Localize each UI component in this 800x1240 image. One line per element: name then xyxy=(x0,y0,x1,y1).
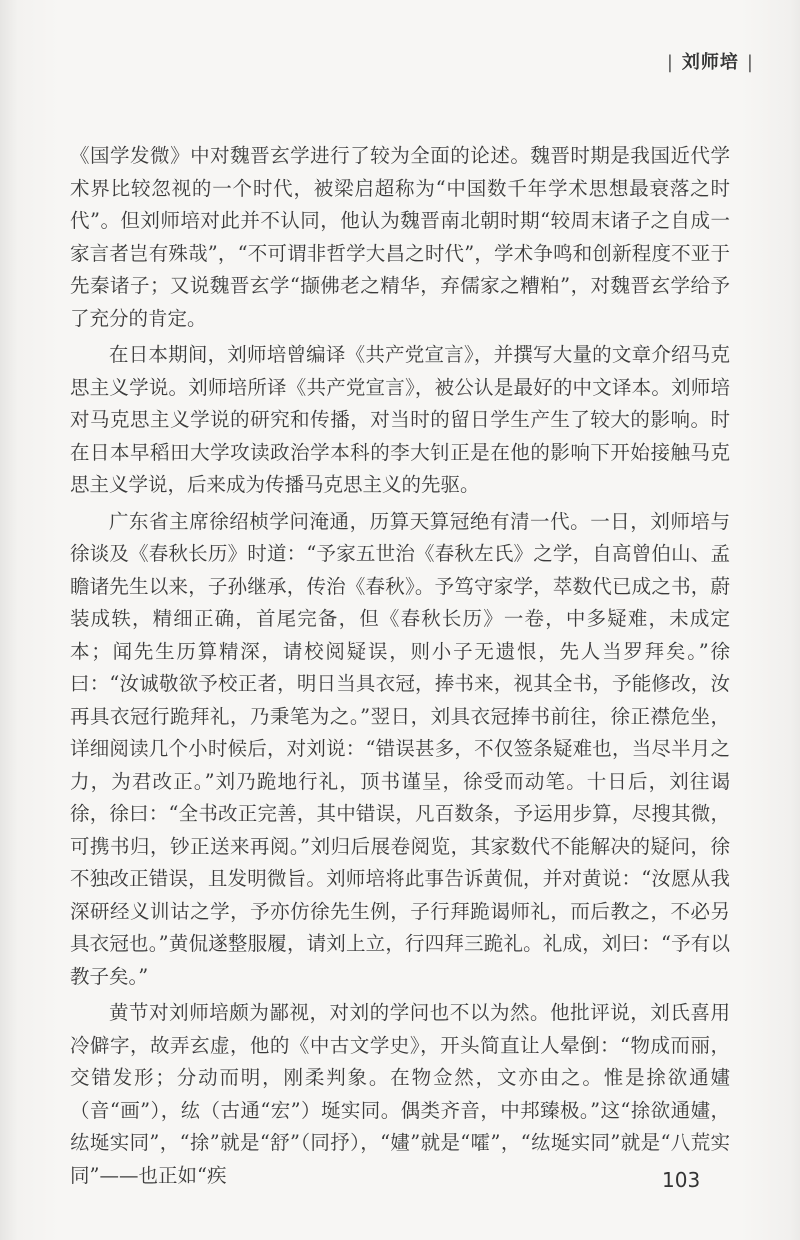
paragraph-3: 广东省主席徐绍桢学问淹通，历算天算冠绝有清一代。一日，刘师培与徐谈及《春秋长历》时道：“予家五世治《春秋左氏》之学，自高曾伯山、孟瞻诸先生以来，子孙继承，传治《春秋》。予笃守家学，萃数代已成之书，蔚装成轶，精细正确，首尾完备，但《春秋长历》一卷，中多疑难，未成定本；闻先生历算精深，请校阅疑误，则小子无遗恨，先人当罗拜矣。”徐曰：“汝诚敬欲予校正者，明日当具衣冠，捧书来，视其全书，予能修改，汝再具衣冠行跪拜礼，乃秉笔为之。”翌日，刘具衣冠捧书前往，徐正襟危坐，详细阅读几个小时候后，对刘说：“错误甚多，不仅签条疑难也，当尽半月之力，为君改正。”刘乃跪地行礼，顶书谨呈，徐受而动笔。十日后，刘往谒徐，徐曰：“全书改正完善，其中错误，凡百数条，予运用步算，尽搜其微，可携书归，钞正送来再阅。”刘归后展卷阅览，其家数代不能解决的疑问，徐不独改正错误，且发明微旨。刘师培将此事告诉黄侃，并对黄说：“汝愿从我深研经义训诂之学，予亦仿徐先生例，子行拜跪谒师礼，而后教之，不必另具衣冠也。”黄侃遂整服履，请刘上立，行四拜三跪礼。礼成，刘曰：“予有以教子矣。” xyxy=(70,509,730,988)
running-header xyxy=(659,48,762,74)
paragraph-1: 《国学发微》中对魏晋玄学进行了较为全面的论述。魏晋时期是我国近代学术界比较忽视的一个时代，被梁启超称为“中国数千年学术思想最衰落之时代”。但刘师培对此并不认同，他认为魏晋南北朝时期“较周末诸子之自成一家言者岂有殊哉”，“不可谓非哲学大昌之时代”，学术争鸣和创新程度不亚于先秦诸子；又说魏晋玄学“撷佛老之精华，弃儒家之糟粕”，对魏晋玄学给予了充分的肯定。 xyxy=(70,144,730,330)
paragraph-4: 黄节对刘师培颇为鄙视，对刘的学问也不以为然。他批评说，刘氏喜用冷僻字，故弄玄虚，他的《中古文学史》，开头简直让人晕倒：“物成而丽，交错发形；分动而明，刚柔判象。在物佥然，文亦由之。惟是捈欲通嫿（音“画”），纮（古通“宏”）埏实同。偶类齐音，中邦臻极。”这“捈欲通嫿，纮埏实同”，“捈”就是“舒”（同抒），“嫿”就是“嚯”，“纮埏实同”就是“八荒实同”——也正如“疾 xyxy=(70,1001,730,1187)
body-text xyxy=(70,140,730,1196)
paragraph-2: 在日本期间，刘师培曾编译《共产党宣言》，并撰写大量的文章介绍马克思主义学说。刘师培所译《共产党宣言》，被公认是最好的中文译本。刘师培对马克思主义学说的研究和传播，对当时的留日学生产生了较大的影响。时在日本早稻田大学攻读政治学本科的李大钊正是在他的影响下开始接触马克思主义学说，后来成为传播马克思主义的先驱。 xyxy=(70,343,730,496)
header-right-bar: | xyxy=(746,52,754,73)
page-number: 103 xyxy=(662,1168,701,1192)
header-title: 刘师培 xyxy=(681,52,739,73)
header-left-bar: | xyxy=(666,52,674,73)
